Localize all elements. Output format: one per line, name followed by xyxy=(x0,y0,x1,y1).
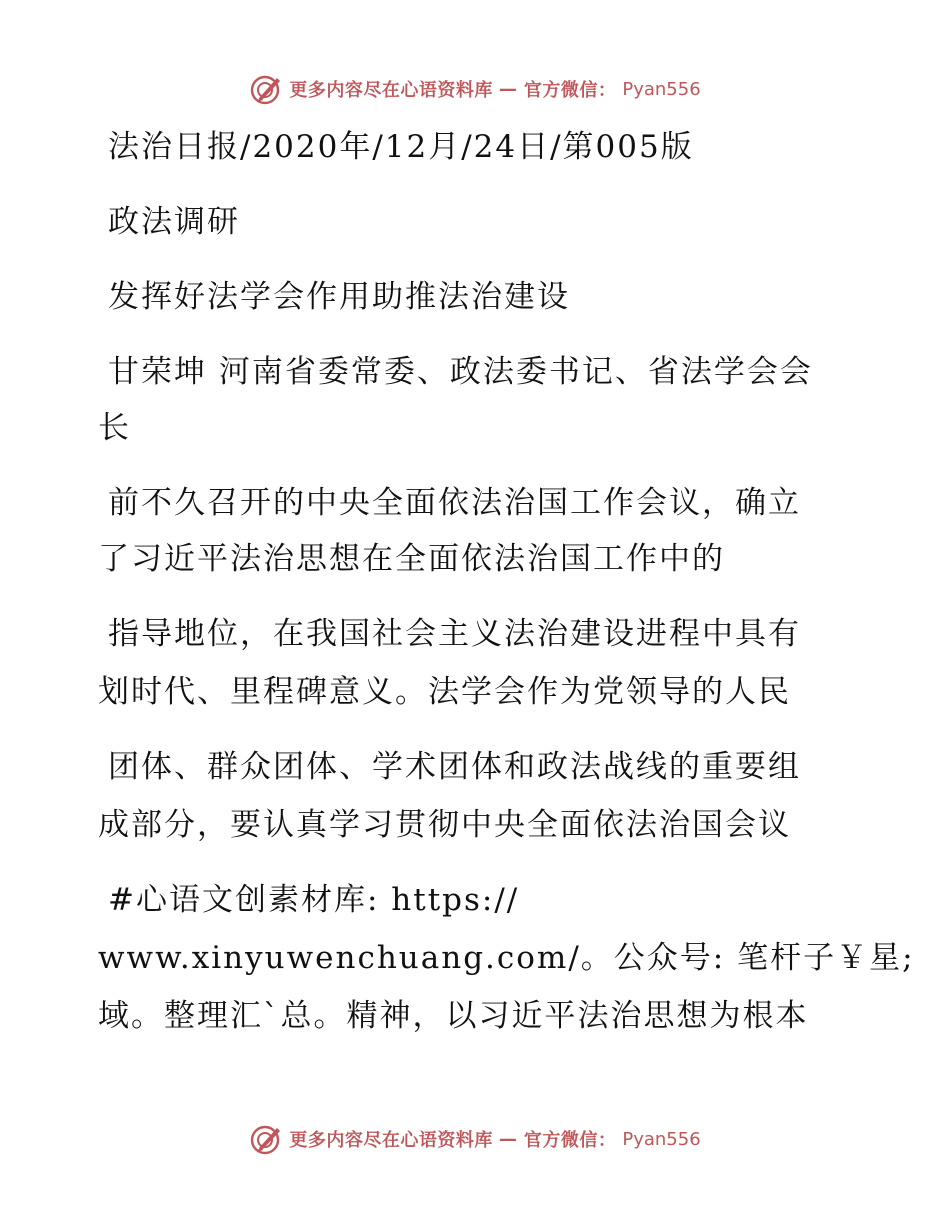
body-line: 指导地位，在我国社会主义法治建设进程中具有 xyxy=(108,616,801,652)
body-line: 成部分，要认真学习贯彻中央全面依法治国会议 xyxy=(98,807,791,843)
watermark-site-text: 更多内容尽在心语资料库 xyxy=(289,1130,493,1151)
brush-logo-icon xyxy=(249,1122,283,1156)
body-line: #心语文创素材库: https:// xyxy=(108,882,520,918)
body-line: 团体、群众团体、学术团体和政法战线的重要组 xyxy=(108,749,801,785)
body-line: 了习近平法治思想在全面依法治国工作中的 xyxy=(98,541,725,577)
watermark-header xyxy=(0,72,950,106)
body-line: 划时代、里程碑意义。法学会作为党领导的人民 xyxy=(98,674,791,710)
watermark-wechat-id: Pyan556 xyxy=(622,78,701,100)
body-line: 域。整理汇`总。精神，以习近平法治思想为根本 xyxy=(98,998,809,1034)
body-line: www.xinyuwenchuang.com/。公众号: 笔杆子￥星; xyxy=(98,940,915,976)
watermark-site-text: 更多内容尽在心语资料库 xyxy=(289,80,493,101)
watermark-wechat-label: 官方微信： xyxy=(523,1130,617,1151)
watermark-wechat-label: 官方微信： xyxy=(523,80,617,101)
section-heading: 政法调研 xyxy=(108,204,240,240)
author-line: 长 xyxy=(98,410,131,446)
watermark-separator: — xyxy=(498,78,518,100)
author-line: 甘荣坤 河南省委常委、政法委书记、省法学会会 xyxy=(108,354,813,390)
body-line: 前不久召开的中央全面依法治国工作会议，确立 xyxy=(108,485,801,521)
watermark-footer xyxy=(0,1122,950,1156)
watermark-separator: — xyxy=(498,1128,518,1150)
watermark-wechat-id: Pyan556 xyxy=(622,1128,701,1150)
masthead: 法治日报/2020年/12月/24日/第005版 xyxy=(108,129,694,165)
article-title: 发挥好法学会作用助推法治建设 xyxy=(108,279,570,315)
brush-logo-icon xyxy=(249,72,283,106)
